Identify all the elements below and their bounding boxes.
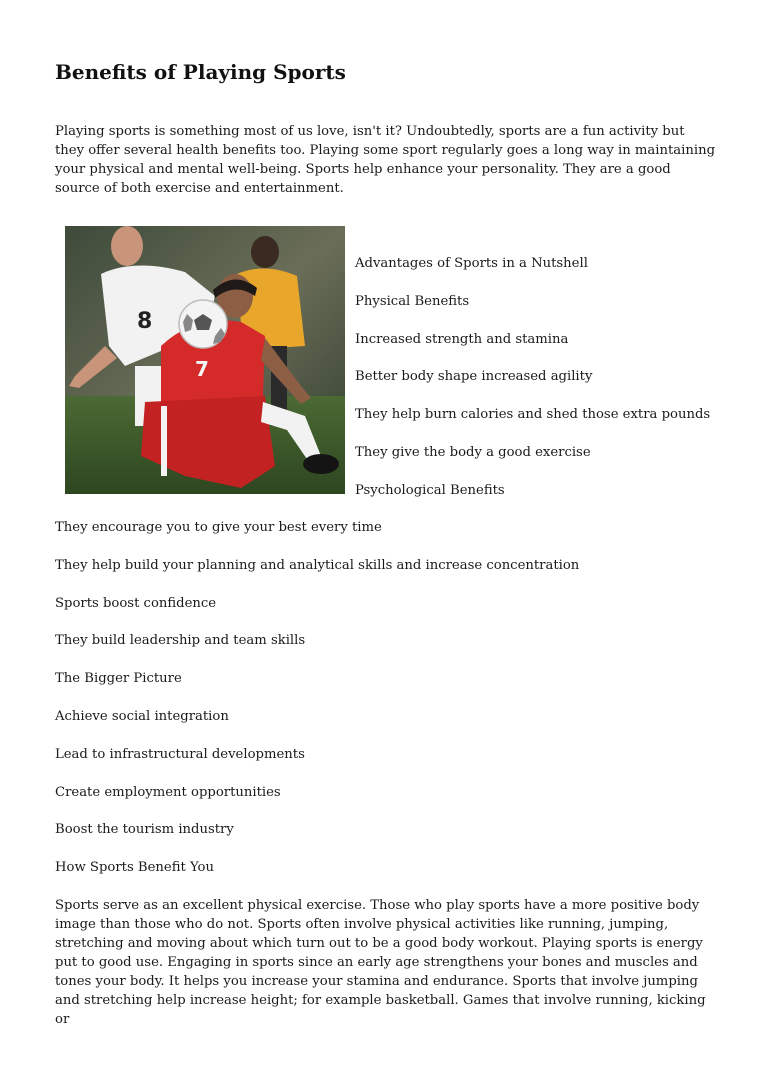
- list-item: Better body shape increased agility: [355, 369, 593, 385]
- list-item: They build leadership and team skills: [55, 633, 306, 649]
- list-item: The Bigger Picture: [55, 671, 182, 687]
- list-item: How Sports Benefit You: [55, 860, 214, 876]
- list-item: They help burn calories and shed those extra pounds: [355, 407, 711, 423]
- list-item: They help build your planning and analytical skills and increase concentration: [55, 557, 580, 573]
- closing-paragraph: Sports serve as an excellent physical exercise. Those who play sports have a more positive body image than those who do not. Sports often involve physical activities like running, jumping, stretching and moving about which turn out to be a good body workout. Playing sports is energy put to good use. Engaging in sports since an early age strengthens your bones and muscles and tones your body. It helps you increase your stamina and endurance. Sports that involve jumping and stretching help increase height; for example basketball. Games that involve running, kicking or: [55, 898, 706, 1027]
- page-title: Benefits of Playing Sports: [55, 60, 346, 84]
- intro-paragraph: Playing sports is something most of us love, isn't it? Undoubtedly, sports are a fun activity but they offer several health benefits too. Playing some sport regularly goes a long way in maintaining your physical and mental well-being. Sports help enhance your personality. They are a good source of both exercise and entertainment.: [55, 124, 716, 196]
- list-item: Sports boost confidence: [55, 595, 217, 611]
- white-jersey-number: 8: [137, 309, 153, 334]
- list-item: Create employment opportunities: [55, 784, 281, 800]
- list-item: They encourage you to give your best every time: [55, 520, 382, 535]
- list-item: Boost the tourism industry: [55, 822, 234, 838]
- list-item: Increased strength and stamina: [355, 331, 569, 347]
- list-item: Achieve social integration: [55, 708, 229, 724]
- soccer-players-photo: [65, 226, 345, 494]
- list-item: Advantages of Sports in a Nutshell: [355, 256, 588, 271]
- list-item: They give the body a good exercise: [355, 444, 591, 460]
- list-item: Psychological Benefits: [355, 482, 505, 498]
- main-list: [55, 518, 579, 896]
- side-list: [355, 254, 710, 519]
- red-jersey-number: 7: [195, 357, 209, 381]
- list-item: Physical Benefits: [355, 293, 470, 309]
- list-item: Lead to infrastructural developments: [55, 746, 305, 762]
